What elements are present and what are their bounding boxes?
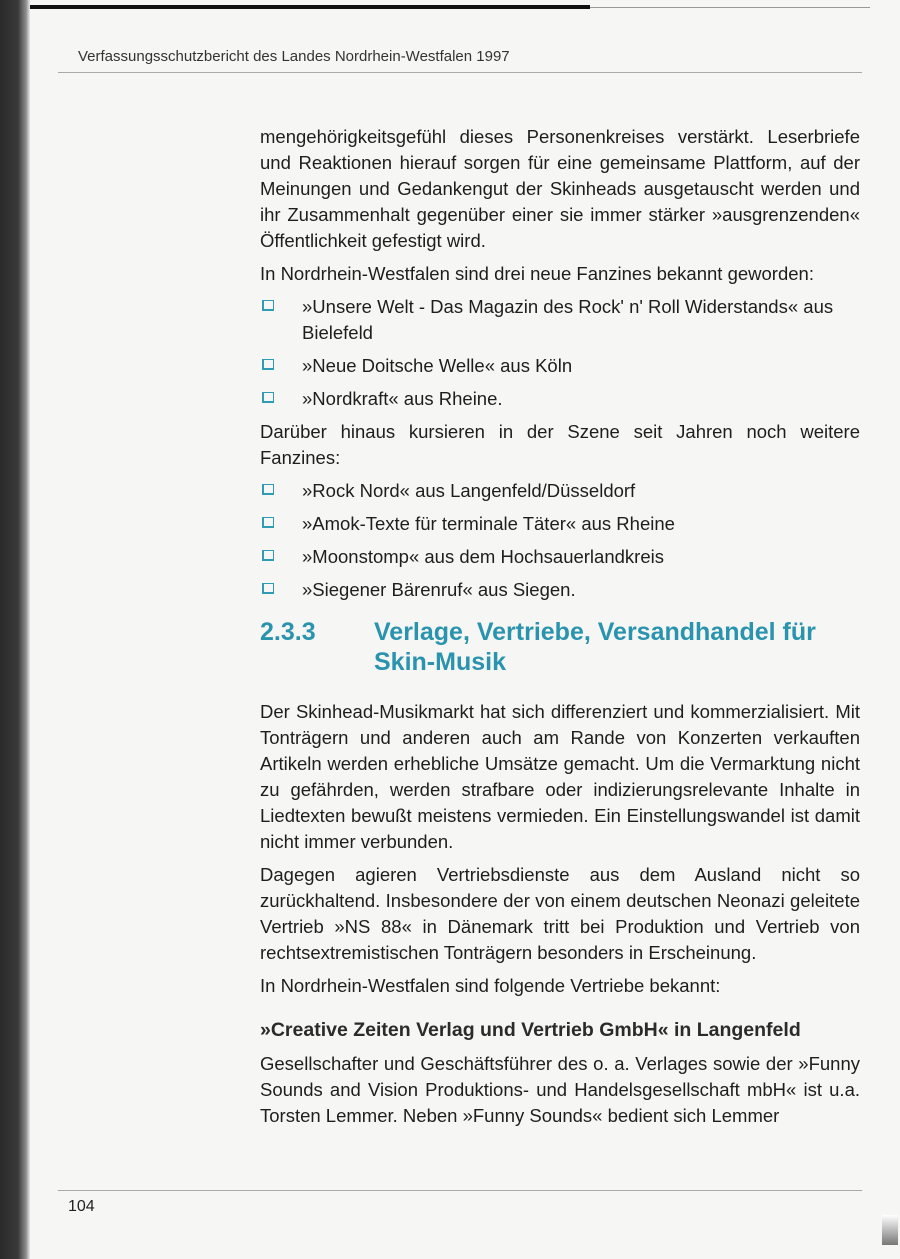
list-item [260,353,860,379]
checkbox-bullet-icon [262,392,274,403]
paragraph: Gesellschafter und Geschäftsführer des o. a. Verlages sowie der »Funny Sounds and Vision Produktions- und Handelsgesellschaft mbH« ist u.a. Torsten Lemmer. Neben »Funny Sounds« bedient sich Lemmer [260,1053,860,1126]
list-item-text: »Rock Nord« aus Langenfeld/Düsseldorf [302,480,636,501]
fanzine-list-existing [260,478,860,603]
list-item [260,294,860,346]
list-item [260,577,860,603]
checkbox-bullet-icon [262,550,274,561]
checkbox-bullet-icon [262,484,274,495]
list-item-text: »Moonstomp« aus dem Hochsauerlandkreis [302,546,664,567]
list-item [260,478,860,504]
footer-divider [58,1190,862,1191]
subheading: »Creative Zeiten Verlag und Vertrieb GmbH« in Langenfeld [260,1019,801,1041]
list-item-text: »Amok-Texte für terminale Täter« aus Rheine [302,513,675,534]
list-item-text: »Unsere Welt - Das Magazin des Rock' n' Roll Widerstands« aus Bielefeld [302,296,834,343]
checkbox-bullet-icon [262,583,274,594]
section-heading [260,617,860,677]
scan-binding-edge [0,0,30,1259]
top-rule-thin [590,7,870,8]
checkbox-bullet-icon [262,359,274,370]
fanzine-list-new [260,294,860,412]
list-item-text: »Siegener Bärenruf« aus Siegen. [302,579,576,600]
paragraph: Der Skinhead-Musikmarkt hat sich differenziert und kommerzialisiert. Mit Tonträgern und anderen auch am Rande von Konzerten verkauften Artikeln werden erhebliche Umsätze gemacht. Um die Vermarktung nicht zu gefährden, werden strafbare oder indizierungsrelevante Inhalte in Liedtexten bewußt meistens vermieden. Ein Einstellungswandel ist damit nicht immer verbunden. [260,701,860,852]
checkbox-bullet-icon [262,517,274,528]
checkbox-bullet-icon [262,300,274,311]
scan-corner-mark [882,1215,898,1245]
running-header: Verfassungsschutzbericht des Landes Nordrhein-Westfalen 1997 [78,48,510,65]
list-item [260,544,860,570]
list-item [260,386,860,412]
paragraph: Dagegen agieren Vertriebsdienste aus dem Ausland nicht so zurückhaltend. Insbesondere der von einem deutschen Neonazi geleitete Vertrieb »NS 88« in Dänemark tritt bei Produktion und Vertrieb von rechtsextremistischen Tonträgern besonders in Erscheinung. [260,864,860,963]
top-rule [30,5,590,9]
page-content [260,124,860,1136]
list-item [260,511,860,537]
paragraph: In Nordrhein-Westfalen sind drei neue Fanzines bekannt geworden: [260,263,814,284]
section-number: 2.3.3 [260,618,316,646]
paragraph: Darüber hinaus kursieren in der Szene seit Jahren noch weitere Fanzines: [260,421,860,468]
list-item-text: »Nordkraft« aus Rheine. [302,388,503,409]
list-item-text: »Neue Doitsche Welle« aus Köln [302,355,573,376]
header-divider [58,72,862,73]
page-number: 104 [68,1198,95,1215]
section-title: Verlage, Vertriebe, Versandhandel für Skin-Musik [374,618,816,676]
paragraph: In Nordrhein-Westfalen sind folgende Vertriebe bekannt: [260,975,721,996]
paragraph: mengehörigkeitsgefühl dieses Personenkreises verstärkt. Leserbriefe und Reaktionen hierauf sorgen für eine gemeinsame Plattform, auf der Meinungen und Gedankengut der Skinheads ausgetauscht werden und ihr Zusammenhalt gegenüber einer sie immer stärker »ausgrenzenden« Öffentlichkeit gefestigt wird. [260,126,860,251]
